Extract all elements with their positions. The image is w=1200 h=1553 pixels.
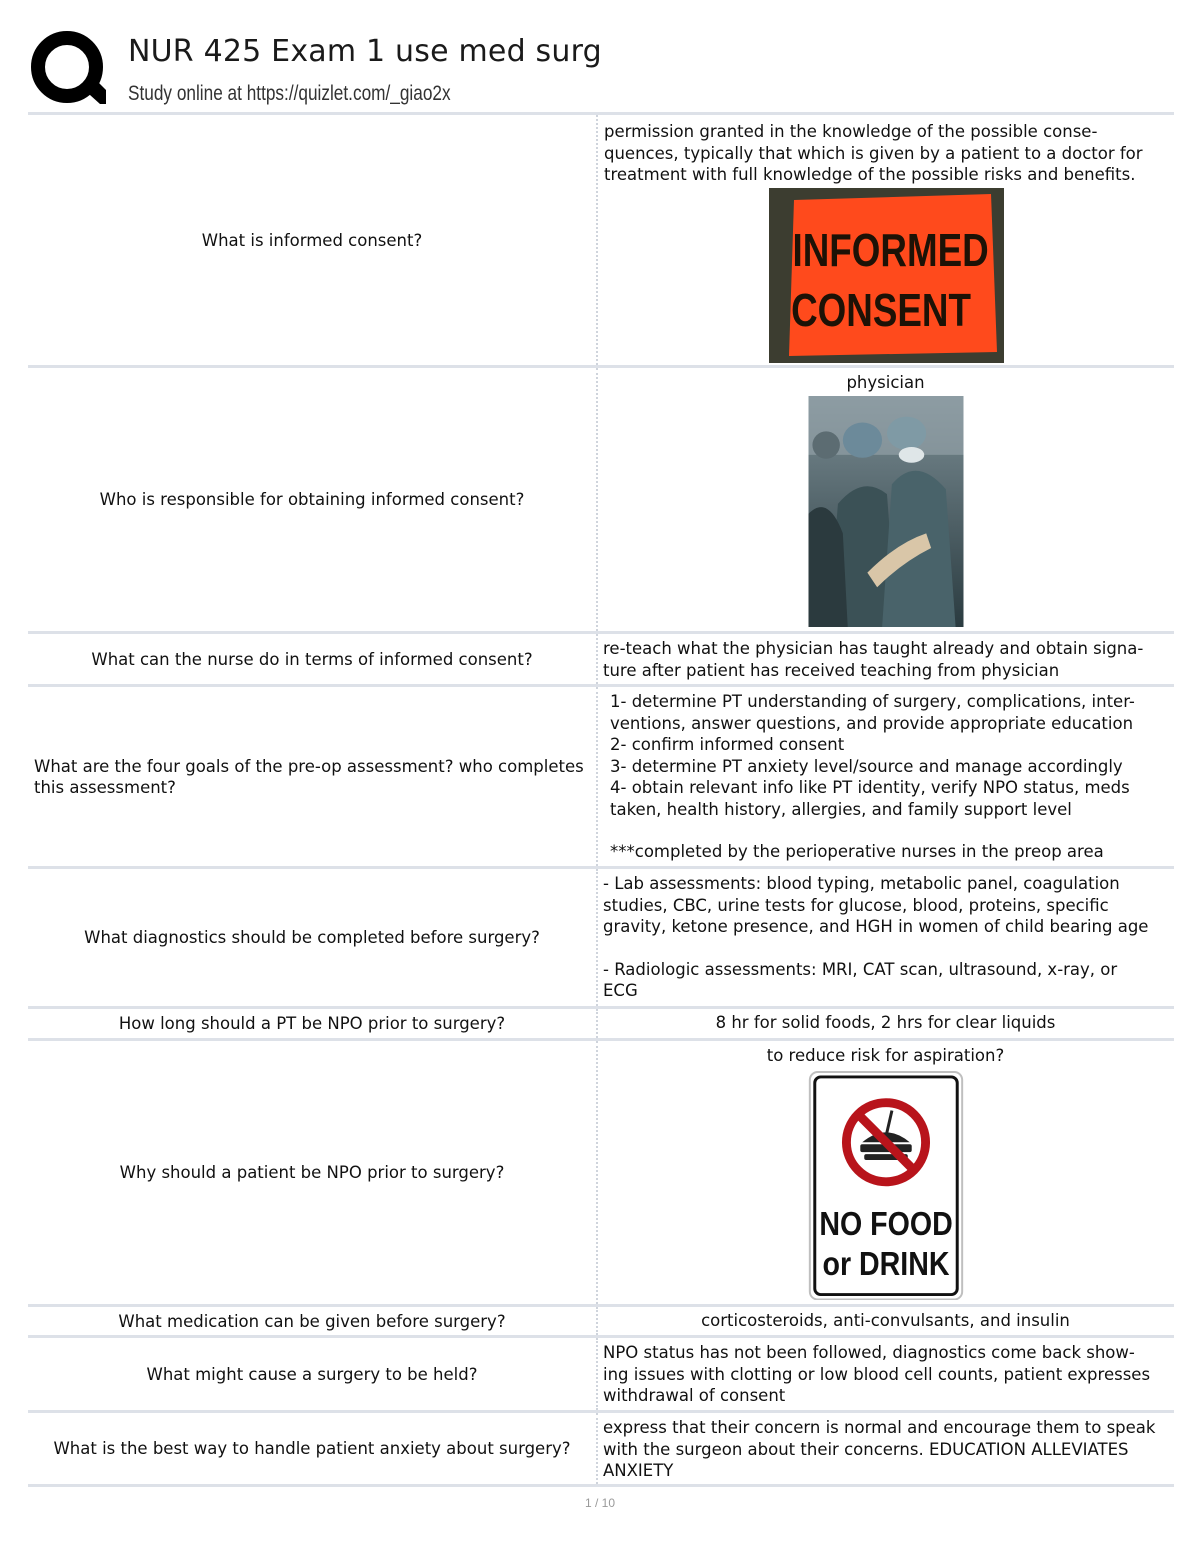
flashcard-table [28, 112, 1174, 1487]
definition-cell [599, 1307, 1174, 1335]
definition-line: to reduce risk for aspiration? [766, 1046, 1005, 1065]
flashcard-row [28, 631, 1174, 684]
term-cell: What is informed consent? [201, 230, 423, 250]
definition-line: corticosteroids, anti-convulsants, and insulin [701, 1311, 1070, 1330]
no-food-sign-text: NO FOOD [818, 1204, 953, 1243]
term-cell: How long should a PT be NPO prior to surgery? [118, 1014, 506, 1033]
definition-cell [599, 368, 1174, 631]
term-line: this assessment? [34, 777, 176, 797]
study-online-link[interactable]: Study online at https://quizlet.com/_giao2x [128, 82, 451, 105]
definition-line: ANXIETY [603, 1461, 674, 1480]
definition-line: ing issues with clotting or low blood cell counts, patient expresses [603, 1364, 1151, 1384]
definition-line: with the surgeon about their concerns. EDUCATION ALLEVIATES [603, 1439, 1129, 1459]
flashcard-row [28, 866, 1174, 1006]
consent-sign-text: CONSENT [790, 283, 971, 336]
definition-line: 1- determine PT understanding of surgery, complications, inter- [610, 692, 1135, 711]
flashcard-row [28, 1410, 1174, 1487]
definition-spacer [603, 938, 1168, 959]
definition-line: NPO status has not been followed, diagnostics come back show- [603, 1343, 1135, 1362]
definition-line: 8 hr for solid foods, 2 hrs for clear liquids [715, 1013, 1056, 1032]
definition-cell [599, 869, 1174, 1006]
term-cell [28, 687, 596, 866]
definition-cell [599, 1041, 1174, 1304]
page-title: NUR 425 Exam 1 use med surg [128, 34, 602, 69]
consent-sign-text: INFORMED [792, 223, 989, 276]
definition-line: 2- confirm informed consent [610, 735, 845, 754]
flashcard-row [28, 684, 1174, 866]
definition-line: treatment with full knowledge of the possible risks and benefits. [604, 165, 1136, 184]
definition-line: 4- obtain relevant info like PT identity, verify NPO status, meds [610, 778, 1130, 797]
definition-spacer [610, 820, 1168, 841]
definition-line: re-teach what the physician has taught already and obtain signa- [603, 639, 1144, 658]
definition-line: taken, health history, allergies, and family support level [610, 799, 1072, 819]
definition-line: express that their concern is normal and encourage them to speak [603, 1418, 1156, 1437]
term-cell: Who is responsible for obtaining informed consent? [99, 490, 525, 509]
flashcard-row [28, 365, 1174, 631]
definition-cell [599, 115, 1174, 365]
definition-cell [599, 1413, 1174, 1484]
definition-cell [599, 1009, 1174, 1038]
definition-line: permission granted in the knowledge of the possible conse- [604, 122, 1098, 141]
definition-line: 3- determine PT anxiety level/source and manage accordingly [610, 756, 1123, 776]
term-cell: What medication can be given before surgery? [118, 1311, 506, 1331]
flashcard-row [28, 1335, 1174, 1410]
definition-line: ***completed by the perioperative nurses in the preop area [610, 842, 1104, 861]
definition-line: ture after patient has received teaching from physician [603, 660, 1060, 680]
no-food-or-drink-sign-image [808, 1071, 964, 1301]
page-number: 1 / 10 [584, 1496, 616, 1510]
definition-cell [599, 634, 1174, 684]
term-cell: What can the nurse do in terms of informed consent? [91, 649, 533, 669]
definition-line: physician [846, 373, 925, 392]
flashcard-row [28, 1006, 1174, 1038]
definition-line: ventions, answer questions, and provide appropriate education [610, 713, 1134, 733]
term-cell: What diagnostics should be completed before surgery? [84, 928, 540, 947]
flashcard-row [28, 1304, 1174, 1335]
definition-line: - Lab assessments: blood typing, metabolic panel, coagulation [603, 874, 1120, 893]
definition-line: quences, typically that which is given by a patient to a doctor for [604, 143, 1143, 163]
definition-line: - Radiologic assessments: MRI, CAT scan, ultrasound, x-ray, or [603, 959, 1118, 979]
quizlet-logo-icon [30, 30, 106, 106]
definition-line: studies, CBC, urine tests for glucose, blood, proteins, specific [603, 895, 1109, 915]
term-cell: What might cause a surgery to be held? [146, 1364, 478, 1384]
definition-line: gravity, ketone presence, and HGH in women of child bearing age [603, 917, 1149, 936]
definition-cell [599, 687, 1174, 866]
term-cell: What is the best way to handle patient anxiety about surgery? [53, 1439, 571, 1458]
term-line: What are the four goals of the pre-op assessment? who completes [34, 756, 584, 776]
flashcard-row [28, 112, 1174, 365]
flashcard-row [28, 1038, 1174, 1304]
surgeons-operating-photo [807, 396, 965, 628]
term-cell: Why should a patient be NPO prior to surgery? [119, 1163, 505, 1182]
definition-cell [599, 1338, 1174, 1410]
page-header [30, 30, 1170, 110]
definition-line: ECG [603, 981, 638, 1000]
definition-line: withdrawal of consent [603, 1386, 786, 1405]
informed-consent-sign-image [769, 188, 1004, 363]
no-food-sign-text: or DRINK [822, 1244, 950, 1282]
